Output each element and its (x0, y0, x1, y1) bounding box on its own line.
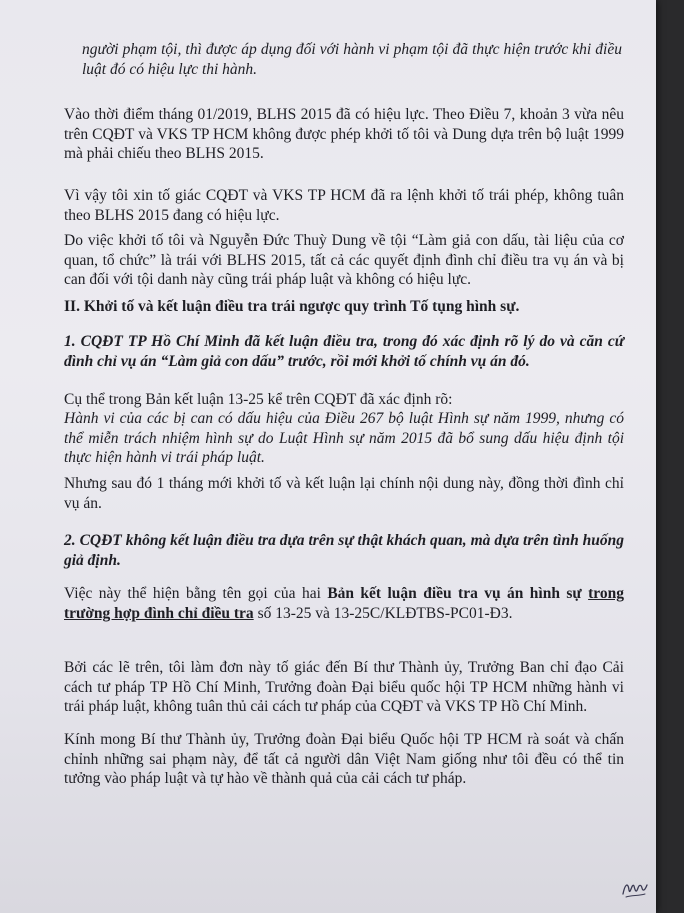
paragraph-denounce: Vì vậy tôi xin tố giác CQĐT và VKS TP HCM đã ra lệnh khởi tố trái phép, không tuân theo BLHS 2015 đang có hiệu lực. (64, 187, 624, 224)
section-heading: II. Khởi tố và kết luận điều tra trái ngược quy trình Tố tụng hình sự. (64, 298, 520, 315)
paragraph-specific-quote: Hành vi của các bị can có dấu hiệu của Điều 267 bộ luật Hình sự năm 1999, nhưng có thể miễn trách nhiệm hình sự do Luật Hình sự năm 2015 đã bổ sung dấu hiệu định tội thực hiện hành vi trái pháp luật. (64, 410, 624, 466)
subheading-2: 2. CQĐT không kết luận điều tra dựa trên sự thật khách quan, mà dựa trên tình huống giả định. (64, 532, 624, 569)
paragraph-specific-lead: Cụ thể trong Bản kết luận 13-25 kể trên CQĐT đã xác định rõ: (64, 391, 453, 408)
paragraph-names (64, 584, 624, 623)
paragraph-effect: Vào thời điểm tháng 01/2019, BLHS 2015 đã có hiệu lực. Theo Điều 7, khoản 3 vừa nêu trên CQĐT và VKS TP HCM không được phép khởi tố tôi và Dung dựa trên bộ luật 1999 mà phải chiếu theo BLHS 2015. (64, 106, 624, 162)
signature-mark (620, 876, 650, 902)
names-tail: số 13-25 và 13-25C/KLĐTBS-PC01-Đ3. (257, 604, 513, 622)
paragraph-request: Kính mong Bí thư Thành ủy, Trưởng đoàn Đại biểu Quốc hội TP HCM rà soát và chấn chỉnh những sai phạm này, để tất cả người dân Việt Nam giống như tôi đều có thể tin tưởng vào pháp luật và tự hào về thành quả của cải cách tư pháp. (64, 731, 624, 787)
names-bold: Bản kết luận điều tra vụ án hình sự (327, 585, 582, 602)
quoted-law-text: người phạm tội, thì được áp dụng đối với hành vi phạm tội đã thực hiện trước khi điều luật đó có hiệu lực thi hành. (82, 41, 622, 78)
paragraph-reasons: Bởi các lẽ trên, tôi làm đơn này tố giác đến Bí thư Thành ủy, Trưởng Ban chỉ đạo Cải cách tư pháp TP Hồ Chí Minh, Trưởng đoàn Đại biểu quốc hội TP HCM những hành vi trái pháp luật, không tuân thủ cải cách tư pháp của CQĐT và VKS TP Hồ Chí Minh. (64, 659, 624, 715)
paragraph-charge: Do việc khởi tố tôi và Nguyễn Đức Thuỳ Dung về tội “Làm giả con dấu, tài liệu của cơ quan, tổ chức” là trái với BLHS 2015, tất cả các quyết định đình chỉ điều tra vụ án và bị can đối với tội danh này cũng trái pháp luật và không có hiệu lực. (64, 232, 624, 288)
names-underlined: trong trường hợp đình chỉ điều tra (64, 585, 624, 622)
paragraph-month-later: Nhưng sau đó 1 tháng mới khởi tố và kết luận lại chính nội dung này, đồng thời đình chỉ vụ án. (64, 475, 624, 512)
subheading-1: 1. CQĐT TP Hồ Chí Minh đã kết luận điều tra, trong đó xác định rõ lý do và căn cứ đình chỉ vụ án “Làm giả con dấu” trước, rồi mới khởi tố chính vụ án đó. (64, 333, 624, 370)
names-lead: Việc này thể hiện bằng tên gọi của hai (64, 585, 321, 602)
